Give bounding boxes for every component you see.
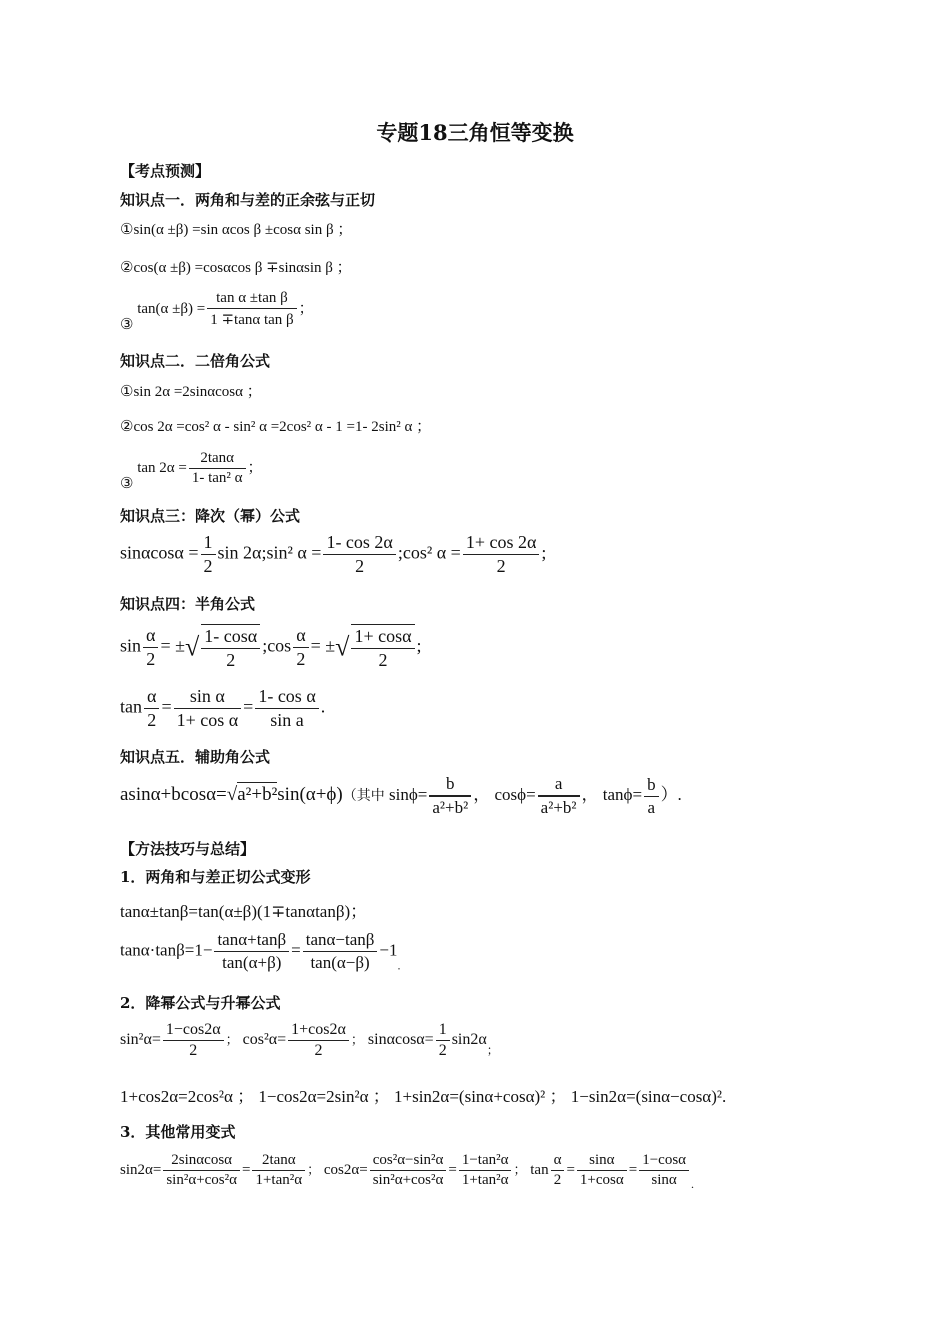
k2-formula-1 xyxy=(120,380,262,401)
m2-heading: 2．降幂公式与升幂公式 xyxy=(120,994,281,1012)
m2-a-num: 1−cos2α xyxy=(163,1021,224,1041)
m2-sep2: ； xyxy=(350,1032,364,1048)
k1-heading: 知识点一．两角和与差的正余弦与正切 xyxy=(120,191,376,209)
k4-frac-b xyxy=(201,624,260,671)
k4-frac-d xyxy=(351,624,414,671)
k3-frac-c xyxy=(463,532,540,577)
k4-t-eq: = xyxy=(161,696,172,717)
k2-heading: 知识点二．二倍角公式 xyxy=(120,352,271,370)
m3-a2-den: 1+tan²α xyxy=(255,1172,303,1188)
k5-s2: cosϕ= xyxy=(494,784,536,804)
k5-comma1: ， xyxy=(473,784,491,804)
circle-mark-1: ① xyxy=(120,222,134,238)
m3-c3-num: 1−cosα xyxy=(639,1152,689,1171)
k4-a-den: 2 xyxy=(146,649,156,669)
k2-formula-2 xyxy=(120,415,431,436)
circle-mark-2: ② xyxy=(120,260,134,276)
m1-dot: . xyxy=(397,958,401,973)
m3-frac-b2 xyxy=(459,1152,512,1189)
m2-c-den: 2 xyxy=(438,1042,447,1059)
k4-formula-1 xyxy=(120,624,422,671)
k3-end: ; xyxy=(541,542,547,563)
m3-b2-den: 1+tan²α xyxy=(461,1172,509,1188)
k4-b-num: 1- cosα xyxy=(201,626,260,649)
k5-heading: 知识点五．辅助角公式 xyxy=(120,748,271,766)
section-predict: 【考点预测】 xyxy=(120,162,211,180)
k2-f3-end: ； xyxy=(247,459,263,476)
k4-c-num: α xyxy=(293,625,308,648)
m2-sep1: ； xyxy=(225,1032,239,1048)
m3-a2-num: 2tanα xyxy=(252,1152,305,1171)
k3-c-den: 2 xyxy=(496,556,506,576)
section-method: 【方法技巧与总结】 xyxy=(120,840,256,858)
k5-s2-num: a xyxy=(538,774,580,796)
k2-f1-text: sin 2α =2sinαcosα ； xyxy=(133,384,262,400)
m3-c-eq: = xyxy=(566,1161,575,1178)
sqrt-icon: √ xyxy=(184,632,200,662)
k4-d-num: 1+ cosα xyxy=(351,626,414,649)
k5-comma2: ， xyxy=(581,784,599,804)
m1-num1: tanα+tanβ xyxy=(214,930,289,952)
m3-c-eq2: = xyxy=(628,1161,638,1178)
m1-frac-1 xyxy=(214,930,289,973)
k3-a-den: 2 xyxy=(203,556,213,576)
m3-a-eq: = xyxy=(242,1161,251,1178)
k5-s2-den: a²+b² xyxy=(538,796,580,818)
m1-frac-2 xyxy=(303,930,378,973)
k4-d-den: 2 xyxy=(378,650,388,670)
k3-a: sinαcosα = xyxy=(120,542,199,563)
m3-sep2: ； xyxy=(513,1161,527,1177)
k1-f2-text: cos(α ±β) =cosαcos β ∓sinαsin β ； xyxy=(133,260,352,276)
k5-s1-den: a²+b² xyxy=(429,796,471,818)
m2-b-den: 2 xyxy=(314,1042,323,1059)
circle-mark-3: ③ xyxy=(120,475,134,492)
m3-a: sin2α= xyxy=(120,1161,162,1178)
m2-formula-2: 1+cos2α=2cos²α ； 1−cos2α=2sin²α ； 1+sin2α=(sinα+cosα)² ； 1−sin2α=(sinα−cosα)². xyxy=(120,1087,727,1106)
k2-f3-left: tan 2α = xyxy=(137,459,187,476)
k5-s3-den: a xyxy=(647,797,656,817)
m1-formula-1: tanα±tanβ=tan(α±β)(1∓tanαtanβ)； xyxy=(120,902,368,921)
m3-c3-den: sinα xyxy=(651,1172,677,1188)
m3-b2-num: 1−tan²α xyxy=(459,1152,512,1171)
k3-b-den: 2 xyxy=(355,556,365,576)
m2-b-num: 1+cos2α xyxy=(288,1021,349,1041)
k3-frac-b xyxy=(323,532,395,577)
k4-t-num: α xyxy=(144,686,159,709)
k1-f3-left: tan(α ±β) = xyxy=(137,300,206,317)
m3-b: cos2α= xyxy=(323,1161,368,1178)
page-title: 专题18三角恒等变换 xyxy=(376,120,574,145)
m2-formula-1 xyxy=(120,1021,499,1060)
k3-a-num: 1 xyxy=(201,532,216,555)
k4-a: sin xyxy=(120,635,142,656)
k2-f3-den: 1- tan² α xyxy=(191,470,243,486)
m3-frac-c3 xyxy=(639,1152,689,1189)
m2-frac-b xyxy=(288,1021,349,1060)
m3-end: . xyxy=(691,1176,695,1191)
k2-formula-3 xyxy=(120,450,263,493)
m3-frac-a xyxy=(163,1152,240,1189)
k5-formula xyxy=(120,774,682,818)
k4-c-den: 2 xyxy=(296,649,306,669)
circle-mark-1: ① xyxy=(120,384,134,400)
m1-den1: tan(α+β) xyxy=(222,953,282,972)
m1-formula-2 xyxy=(120,930,401,973)
k4-t3-num: 1- cos α xyxy=(255,686,318,709)
k4-b-den: 2 xyxy=(226,650,236,670)
k4-frac-c xyxy=(293,625,308,670)
k5-frac-s2 xyxy=(538,774,580,818)
m3-frac-a2 xyxy=(252,1152,305,1189)
k4-t2-eq: = xyxy=(243,696,254,717)
k1-formula-3 xyxy=(120,290,314,334)
k5-root: a²+b² xyxy=(237,783,278,805)
k3-frac-a xyxy=(201,532,216,577)
m1-f2-a: tanα·tanβ=1− xyxy=(120,940,213,960)
sqrt-icon: √ xyxy=(226,783,238,805)
k1-f3-den: 1 ∓tanα tan β xyxy=(210,312,294,328)
m3-b-num: cos²α−sin²α xyxy=(370,1152,447,1171)
k4-t2-num: sin α xyxy=(174,686,242,709)
m3-sep1: ； xyxy=(307,1161,321,1177)
k1-formula-1 xyxy=(120,218,352,239)
m2-end: ； xyxy=(486,1043,499,1058)
m3-c-den: 2 xyxy=(553,1172,562,1188)
m2-c-num: 1 xyxy=(436,1021,450,1041)
k3-c: ;cos² α = xyxy=(397,542,461,563)
circle-mark-2: ② xyxy=(120,419,134,435)
sqrt-icon: √ xyxy=(335,632,350,662)
k4-frac-t2 xyxy=(174,686,242,731)
m3-heading: 3．其他常用变式 xyxy=(120,1123,236,1141)
k4-formula-2 xyxy=(120,686,325,731)
m1-den2: tan(α−β) xyxy=(310,953,370,972)
m1-eq: = xyxy=(291,940,301,960)
k4-frac-t xyxy=(144,686,159,731)
m3-b-eq: = xyxy=(448,1161,457,1178)
k5-b: sin(α+ϕ) xyxy=(277,783,343,805)
m3-a-num: 2sinαcosα xyxy=(163,1152,240,1171)
k5-frac-s1 xyxy=(429,774,471,818)
k4-c: ;cos xyxy=(262,635,292,656)
k4-frac-t3 xyxy=(255,686,318,731)
m2-c: sinαcosα= xyxy=(367,1031,434,1049)
k4-b: = ± xyxy=(160,635,185,656)
k1-f1-text: sin(α ±β) =sin αcos β ±cosα sin β ； xyxy=(133,222,353,238)
k3-c-num: 1+ cos 2α xyxy=(463,532,540,555)
circle-mark-3: ③ xyxy=(120,316,134,333)
k3-formula xyxy=(120,532,546,577)
k5-a: asinα+bcosα= xyxy=(120,783,227,805)
m1-num2: tanα−tanβ xyxy=(303,930,378,952)
k5-frac-s3 xyxy=(644,775,659,818)
m1-end: −1 xyxy=(379,940,398,960)
k4-a-num: α xyxy=(143,625,158,648)
m3-frac-c2 xyxy=(577,1152,627,1189)
m3-formula xyxy=(120,1152,694,1192)
k4-heading: 知识点四：半角公式 xyxy=(120,595,256,613)
m2-a: sin²α= xyxy=(120,1031,161,1049)
k1-f3-num: tan α ±tan β xyxy=(207,290,296,309)
k5-s1: sinϕ= xyxy=(389,784,428,804)
m3-c2-den: 1+cosα xyxy=(579,1172,624,1188)
k4-t3-den: sin a xyxy=(270,710,304,730)
k1-formula-2 xyxy=(120,256,352,277)
k3-heading: 知识点三：降次（幂）公式 xyxy=(120,507,301,525)
k4-d: = ± xyxy=(310,635,336,656)
k4-frac-a xyxy=(143,625,158,670)
m3-a-den: sin²α+cos²α xyxy=(166,1172,237,1188)
m3-c2-num: sinα xyxy=(577,1152,627,1171)
m1-heading: 1．两角和与差正切公式变形 xyxy=(120,868,311,886)
m3-c-num: α xyxy=(551,1152,565,1171)
k2-f3-fraction xyxy=(189,450,246,487)
k4-t-den: 2 xyxy=(147,710,157,730)
k4-t2-den: 1+ cos α xyxy=(176,710,239,730)
k2-f3-num: 2tanα xyxy=(189,450,246,469)
k5-s3-num: b xyxy=(644,775,659,797)
k5-c: （其中 xyxy=(342,788,385,804)
k3-b-num: 1- cos 2α xyxy=(323,532,395,555)
k1-f3-fraction xyxy=(207,290,296,329)
m2-c-end: sin2α xyxy=(451,1031,487,1049)
m3-c: tan xyxy=(530,1161,549,1178)
k5-end: ）. xyxy=(660,784,682,804)
k4-t-end: . xyxy=(320,696,326,717)
m3-frac-c xyxy=(551,1152,565,1189)
m3-frac-b xyxy=(370,1152,447,1189)
k1-f3-end: ； xyxy=(298,300,314,317)
k3-b: sin 2α;sin² α = xyxy=(217,542,322,563)
m2-frac-c xyxy=(436,1021,450,1060)
m2-b: cos²α= xyxy=(242,1031,287,1049)
m2-frac-a xyxy=(163,1021,224,1060)
k2-f2-text: cos 2α =cos² α - sin² α =2cos² α - 1 =1- 2sin² α ； xyxy=(133,419,432,435)
k4-e: ; xyxy=(416,635,422,656)
m3-b-den: sin²α+cos²α xyxy=(372,1172,444,1188)
k5-s3: tanϕ= xyxy=(602,784,643,804)
k5-s1-num: b xyxy=(429,774,471,796)
k4-t: tan xyxy=(120,696,142,717)
m2-a-den: 2 xyxy=(189,1042,198,1059)
